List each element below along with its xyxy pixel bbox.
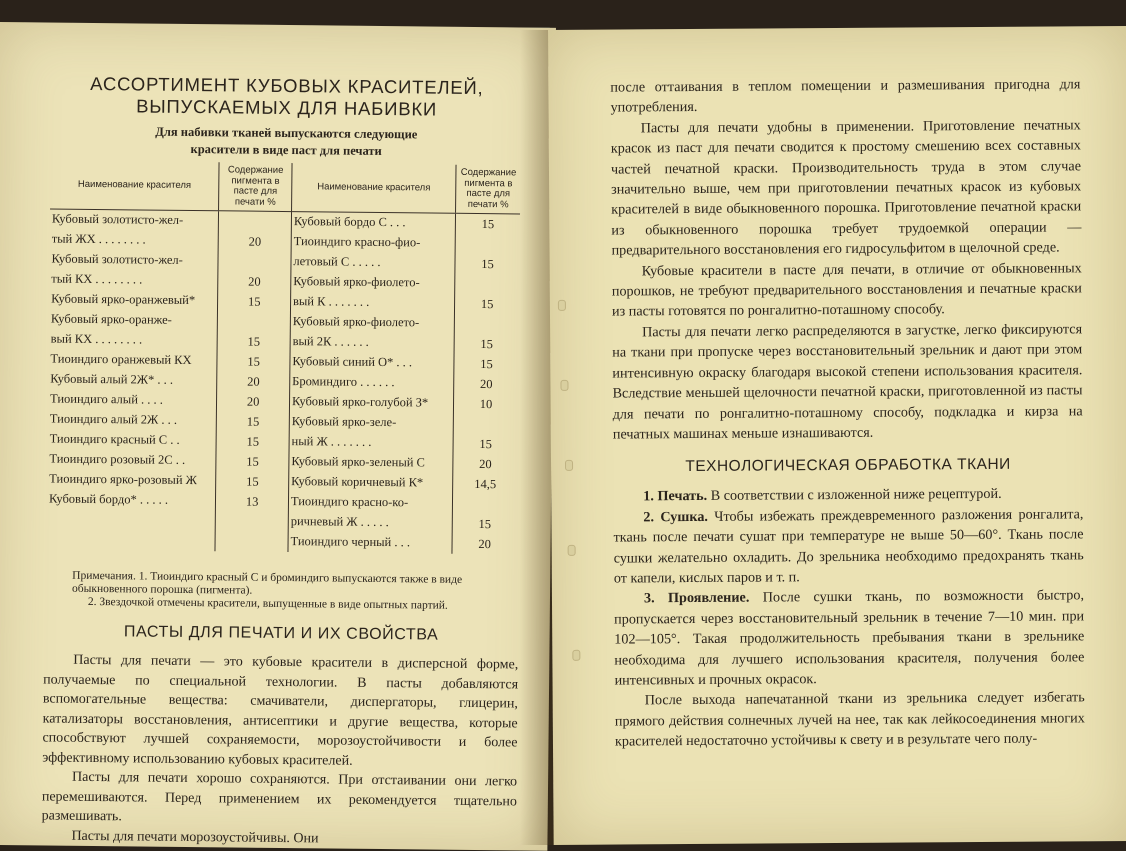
step-text: Чтобы избежать преждевременного разложения ронгалита, ткань после печати сушат при температуре не выше 50—60°. Ткань после сушки желательно охладить. До зрельника необходимо предохранять ткань от капели, кислых паров и т. п. — [613, 505, 1084, 587]
section-heading-pastes: ПАСТЫ ДЛЯ ПЕЧАТИ И ИХ СВОЙСТВА — [123, 623, 439, 644]
dye-name: Кубовый ярко-зеленый С — [291, 454, 426, 470]
dye-name-continued: вый К . . . . . . . — [292, 294, 370, 309]
dye-name-continued: тый КХ . . . . . . . . — [51, 271, 143, 287]
dye-name: Кубовый коричневый К* — [291, 474, 424, 490]
left-page — [0, 22, 556, 851]
binding-hole — [572, 650, 580, 661]
spacer — [455, 494, 515, 515]
dye-name-continued: ный Ж . . . . . . . — [291, 434, 372, 449]
dye-percent: 15 — [481, 217, 495, 232]
dye-percent: 15 — [246, 414, 260, 429]
dye-percent: 20 — [246, 394, 260, 409]
step-label: 2. Сушка. — [643, 508, 708, 526]
header-name-left: Наименование красителя — [50, 161, 219, 211]
dye-percent: 20 — [247, 374, 260, 389]
spacer — [457, 314, 517, 335]
dye-percent: 20 — [479, 377, 493, 392]
dye-percent: 20 — [479, 457, 492, 472]
step-text: В соответствии с изложенной ниже рецептурой. — [710, 486, 1002, 505]
dye-name: Кубовый ярко-оранжевый* — [51, 291, 196, 308]
dye-name-continued: вый КХ . . . . . . . . — [50, 331, 143, 347]
dye-percent: 15 — [479, 437, 492, 452]
dye-percent: 15 — [247, 294, 261, 309]
dye-name: Тиоиндиго ярко-розовый Ж — [49, 471, 197, 488]
dye-name-continued: ричневый Ж . . . . . — [290, 514, 389, 530]
section-heading-processing: ТЕХНОЛОГИЧЕСКАЯ ОБРАБОТКА ТКАНИ — [685, 456, 1011, 476]
paragraph: Пасты для печати удобны в применении. Приготовление печатных красок из паст для печати сводится к простому смешению всех составных частей печатной краски. Производительность труда в этом случае значительно выше, чем при приготовлении печатных красок из кубовых красителей в виде обыкновенного порошка. Приготовление печатной краски из обыкновенного порошка требует трудоемкой операции — предварительного восстановления его гидросульфитом в щелочной среде. — [610, 117, 1082, 259]
dye-name: Кубовый ярко-оранже- — [50, 311, 172, 327]
dye-name-continued: тый ЖХ . . . . . . . . — [51, 231, 146, 247]
title-line-1: АССОРТИМЕНТ КУБОВЫХ КРАСИТЕЛЕЙ, — [90, 72, 484, 99]
spacer — [221, 211, 289, 232]
step-text: После сушки ткань, по возможности быстро, пропускается через восстановительный зрельник в течение 7—10 мин. при 102—105°. Такая продолжительность пребывания ткани в зрельнике необходима для лучшего использования красителя, получения более интенсивных и прочных окрасок. — [614, 587, 1085, 689]
dye-name: Кубовый бордо* . . . . . — [48, 491, 169, 507]
spacer — [220, 311, 288, 332]
dye-name: Броминдиго . . . . . . — [292, 374, 395, 390]
step-label: 3. Проявление. — [643, 589, 750, 607]
binding-hole — [565, 460, 573, 471]
dye-name: Тиоиндиго красно-ко- — [290, 494, 409, 510]
left-column-percents — [215, 211, 291, 552]
dye-name: Кубовый ярко-фиолето- — [293, 274, 420, 290]
spacer — [456, 414, 516, 435]
dye-name: Кубовый синий О* . . . — [292, 354, 413, 370]
table-caption — [49, 123, 524, 162]
dye-percent: 15 — [481, 257, 494, 272]
caption-line-1: Для набивки тканей выпускаются следующие — [155, 124, 418, 142]
dye-name: Кубовый бордо С . . . — [293, 214, 406, 230]
table-notes — [72, 570, 512, 614]
paragraph: Пасты для печати хорошо сохраняются. При отстаивании они легко перемешиваются. Перед применением их рекомендуется тщательно размешивать. — [41, 769, 518, 825]
left-column-names — [46, 209, 218, 551]
dye-percent: 14,5 — [474, 476, 497, 492]
dye-percent: 15 — [246, 454, 259, 469]
dye-name: Кубовый золотисто-жел- — [51, 211, 184, 227]
spacer — [458, 234, 518, 255]
dye-name: Кубовый ярко-голубой З* — [291, 394, 429, 410]
dye-name: Кубовый ярко-зеле- — [291, 414, 397, 430]
dye-percent: 20 — [248, 234, 262, 249]
dye-name: Тиоиндиго красно-фио- — [293, 234, 421, 250]
dye-percent: 15 — [478, 517, 492, 532]
process-step-development — [614, 586, 1085, 691]
paragraph: Кубовые красители в пасте для печати, в отличие от обыкновенных порошков, не требуют предварительного восстановления и печатные краски из пасты готовятся по ронгалитно-поташному способу. — [611, 259, 1082, 321]
paragraph: после оттаивания в теплом помещении и размешивания пригодна для употребления. — [610, 76, 1081, 116]
caption-line-2: красители в виде паст для печати — [190, 142, 382, 159]
dye-name: Тиоиндиго оранжевый КХ — [50, 351, 192, 368]
page-title — [49, 73, 524, 122]
dye-name: Тиоиндиго розовый 2С . . — [49, 451, 186, 467]
right-page — [548, 26, 1126, 845]
dye-name: Кубовый ярко-фиолето- — [292, 314, 420, 330]
paragraph: После выхода напечатанной ткани из зрельника следует избегать прямого действия солнечных лучей на нее, так как лейкосоединения многих красителей недостаточно устойчивы к свету и в результате чего полу- — [614, 689, 1085, 750]
dye-name: Тиоиндиго черный . . . — [290, 534, 411, 550]
header-name-right: Наименование красителя — [291, 163, 456, 213]
dye-percent: 13 — [245, 494, 259, 509]
dye-percent: 10 — [479, 397, 493, 412]
dye-percent: 15 — [247, 354, 260, 369]
spacer — [221, 251, 289, 272]
dye-table — [46, 161, 520, 555]
binding-hole — [558, 300, 566, 311]
dye-percent: 15 — [480, 357, 493, 372]
dye-percent: 20 — [248, 274, 261, 289]
process-step-drying — [613, 504, 1084, 589]
note-2: 2. Звездочкой отмечены красители, выпущенные в виде опытных партий. — [87, 595, 448, 612]
step-label: 1. Печать. — [643, 488, 708, 505]
dye-name-continued: летовый С . . . . . — [293, 254, 381, 269]
title-line-2: ВЫПУСКАЕМЫХ ДЛЯ НАБИВКИ — [136, 95, 438, 120]
dye-name: Тиоиндиго алый . . . . — [49, 391, 164, 407]
header-pct-left: Содержание пигмента в пасте для печати % — [219, 162, 292, 211]
binding-hole — [560, 380, 568, 391]
dye-name: Кубовый алый 2Ж* . . . — [50, 371, 174, 387]
dye-percent: 20 — [478, 537, 491, 552]
paragraph: Пасты для печати легко распределяются в загустке, легко фиксируются на ткани при пропуске через восстановительный зрельник и дают при этом интенсивную окраску благодаря высокой степени использования красителя. Вследствие меньшей щелочности печатной краски, приготовленной из пасты для печати по ронгалитно-поташному способу, подкладка и кирза на печатных машинах меньше изнашиваются. — [612, 321, 1083, 443]
dye-name: Тиоиндиго красный С . . — [49, 431, 180, 447]
binding-hole — [568, 545, 576, 556]
left-page-content — [41, 73, 524, 851]
dye-name-continued: вый 2К . . . . . . — [292, 334, 369, 349]
header-pct-right: Содержание пигмента в пасте для печати % — [456, 165, 521, 214]
right-column-percents — [452, 213, 520, 554]
dye-percent: 15 — [247, 334, 261, 349]
paragraph: Пасты для печати — это кубовые красители в дисперсной форме, получаемые по специальной технологии. В пасты добавляются вспомогательные вещества: смачиватели, диспергаторы, глицерин, катализаторы восстановления, антисептики и другие вещества, которые способствуют лучшей сохраняемости, морозоустойчивости и более эффективному использованию кубовых красителей. — [42, 652, 519, 769]
paragraph: Пасты для печати морозоустойчивы. Они — [71, 828, 319, 846]
dye-percent: 15 — [246, 434, 260, 449]
dye-name: Кубовый золотисто-жел- — [51, 251, 183, 267]
note-1: Примечания. 1. Тиоиндиго красный С и броминдиго выпускаются также в виде обыкновенного порошка (пигмента). — [72, 569, 463, 597]
dye-percent: 15 — [480, 297, 494, 312]
right-column-names — [288, 212, 456, 554]
dye-percent: 15 — [480, 337, 494, 352]
right-page-content — [610, 74, 1085, 752]
dye-name: Тиоиндиго алый 2Ж . . . — [49, 411, 178, 427]
spacer — [457, 274, 517, 295]
dye-percent: 15 — [246, 474, 259, 489]
